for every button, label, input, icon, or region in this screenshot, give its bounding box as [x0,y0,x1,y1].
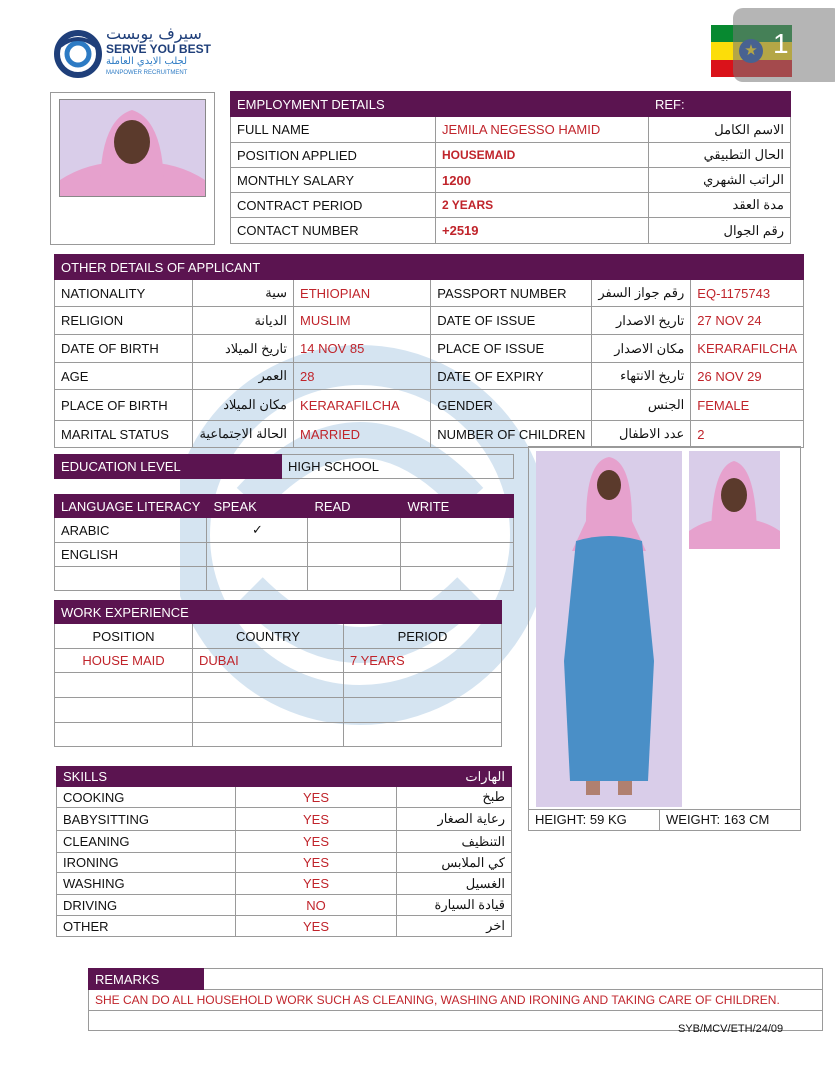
page-number-badge [733,8,835,82]
skill-driving-value: NO [236,895,397,916]
skill-washing: WASHING [57,873,236,895]
expiry-label: DATE OF EXPIRY [431,363,592,390]
children-ar: عدد الاطفال [592,421,691,448]
company-logo [54,24,214,84]
employment-details-table [230,91,791,244]
age-value: 28 [294,363,431,390]
marital-ar: الحالة الاجتماعية [193,421,294,448]
position-label: POSITION APPLIED [231,143,436,168]
gender-value: FEMALE [691,390,804,421]
weight-value: WEIGHT: 163 CM [660,810,801,830]
pob-value: KERARAFILCHA [294,390,431,421]
language-header: LANGUAGE LITERACY [55,495,207,518]
education-value: HIGH SCHOOL [282,455,514,479]
skill-other: OTHER [57,916,236,937]
remarks-table [88,968,823,1031]
write-header: WRITE [401,495,514,518]
logo-arabic-sub: لجلب الايدي العاملة [106,56,188,67]
read-header: READ [308,495,401,518]
education-label: EDUCATION LEVEL [55,455,282,479]
contact-label: CONTACT NUMBER [231,218,436,244]
speak-header: SPEAK [207,495,308,518]
skill-washing-ar: الغسيل [397,873,512,895]
education-table [54,454,514,479]
full-name-value: JEMILA NEGESSO HAMID [436,117,649,143]
religion-value: MUSLIM [294,307,431,335]
work-col-position: POSITION [55,624,193,649]
issue-date-value: 27 NOV 24 [691,307,804,335]
gender-label: GENDER [431,390,592,421]
dob-ar: تاريخ الميلاد [193,335,294,363]
work-period-value: 7 YEARS [344,649,502,673]
remarks-label: REMARKS [89,969,204,990]
issue-date-ar: تاريخ الاصدار [592,307,691,335]
language-arabic: ARABIC [55,518,207,543]
marital-value: MARRIED [294,421,431,448]
work-experience-table [54,600,502,747]
position-value: HOUSEMAID [436,143,649,168]
expiry-value: 26 NOV 29 [691,363,804,390]
children-label: NUMBER OF CHILDREN [431,421,592,448]
language-english: ENGLISH [55,543,207,567]
contact-ar: رقم الجوال [649,218,791,244]
full-body-photo [536,451,682,807]
skill-other-ar: اخر [397,916,512,937]
issue-place-label: PLACE OF ISSUE [431,335,592,363]
issue-place-value: KERARAFILCHA [691,335,804,363]
portrait-photo [59,99,206,197]
full-name-ar: الاسم الكامل [649,117,791,143]
position-ar: الحال التطبيقي [649,143,791,168]
contact-value: +2519 [436,218,649,244]
skills-table [56,766,512,937]
language-table [54,494,514,591]
age-ar: العمر [193,363,294,390]
skill-ironing-ar: كي الملابس [397,853,512,873]
employment-header: EMPLOYMENT DETAILS [231,92,649,117]
remarks-text: SHE CAN DO ALL HOUSEHOLD WORK SUCH AS CLEANING, WASHING AND IRONING AND TAKING CARE OF CHILDREN. [89,990,823,1011]
contract-ar: مدة العقد [649,193,791,218]
salary-ar: الراتب الشهري [649,168,791,193]
pob-label: PLACE OF BIRTH [55,390,193,421]
arabic-speak-check: ✓ [207,518,308,543]
skill-babysitting: BABYSITTING [57,808,236,831]
skills-header: SKILLS [57,767,397,787]
skill-ironing: IRONING [57,853,236,873]
nationality-label: NATIONALITY [55,280,193,307]
other-details-table [54,254,804,448]
pob-ar: مكان الميلاد [193,390,294,421]
salary-value: 1200 [436,168,649,193]
other-details-header: OTHER DETAILS OF APPLICANT [55,255,431,280]
footer-code: SYB/MCV/ETH/24/09 [678,1023,784,1035]
logo-arabic: سيرف يوبست [106,24,202,43]
skill-ironing-value: YES [236,853,397,873]
measure-table [529,809,800,830]
skill-cleaning-value: YES [236,831,397,853]
portrait-frame [50,92,215,245]
skill-cooking: COOKING [57,787,236,808]
skill-cooking-value: YES [236,787,397,808]
skill-babysitting-value: YES [236,808,397,831]
issue-place-ar: مكان الاصدار [592,335,691,363]
full-photo-frame [528,446,801,831]
skill-cooking-ar: طبخ [397,787,512,808]
skill-washing-value: YES [236,873,397,895]
passport-label: PASSPORT NUMBER [431,280,592,307]
skill-driving-ar: قيادة السيارة [397,895,512,916]
nationality-value: ETHIOPIAN [294,280,431,307]
religion-ar: الديانة [193,307,294,335]
skills-header-ar: الهارات [397,767,512,787]
logo-sub: MANPOWER RECRUITMENT [106,70,188,76]
marital-label: MARITAL STATUS [55,421,193,448]
issue-date-label: DATE OF ISSUE [431,307,592,335]
height-value: HEIGHT: 59 KG [529,810,660,830]
passport-value: EQ-1175743 [691,280,804,307]
work-position-value: HOUSE MAID [55,649,193,673]
logo-mark-icon [54,26,102,82]
salary-label: MONTHLY SALARY [231,168,436,193]
expiry-ar: تاريخ الانتهاء [592,363,691,390]
page-number: 1 [773,28,789,59]
dob-value: 14 NOV 85 [294,335,431,363]
skill-other-value: YES [236,916,397,937]
contract-label: CONTRACT PERIOD [231,193,436,218]
nationality-ar: سية [193,280,294,307]
skill-cleaning: CLEANING [57,831,236,853]
side-portrait-photo [689,451,780,549]
work-col-country: COUNTRY [193,624,344,649]
skill-driving: DRIVING [57,895,236,916]
dob-label: DATE OF BIRTH [55,335,193,363]
work-col-period: PERIOD [344,624,502,649]
passport-ar: رقم جواز السفر [592,280,691,307]
skill-babysitting-ar: رعاية الصغار [397,808,512,831]
ref-label: REF: [649,92,791,117]
contract-value: 2 YEARS [436,193,649,218]
work-country-value: DUBAI [193,649,344,673]
gender-ar: الجنس [592,390,691,421]
logo-name: SERVE YOU BEST [106,42,211,56]
religion-label: RELIGION [55,307,193,335]
children-value: 2 [691,421,804,448]
full-name-label: FULL NAME [231,117,436,143]
skill-cleaning-ar: التنظيف [397,831,512,853]
age-label: AGE [55,363,193,390]
work-header: WORK EXPERIENCE [55,601,502,624]
